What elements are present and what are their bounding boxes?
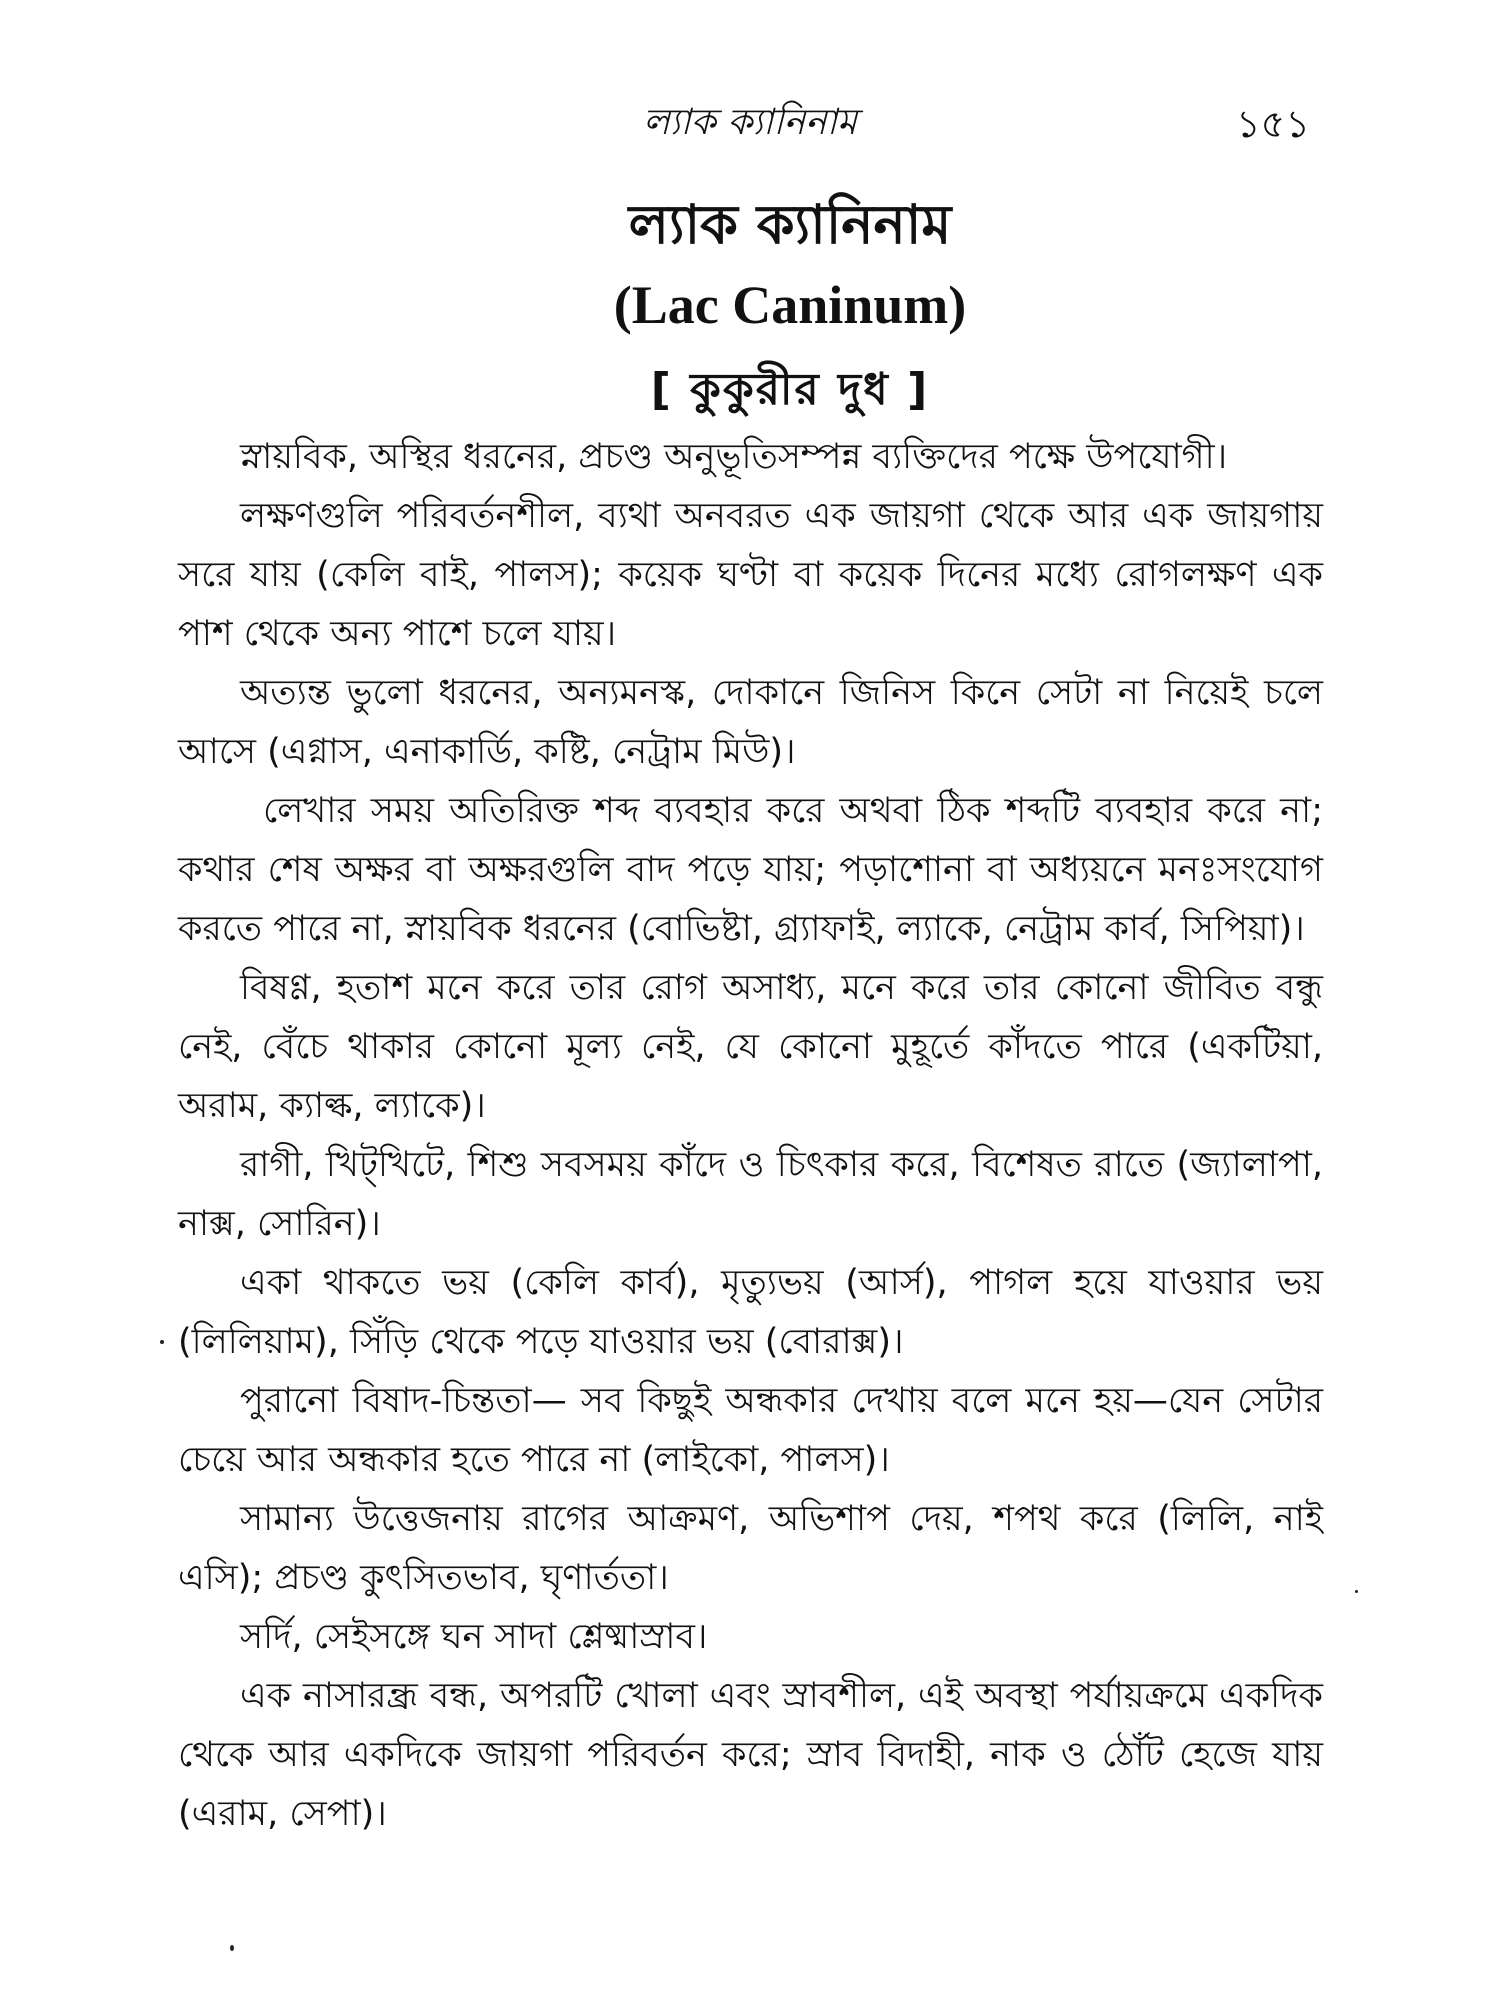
paragraph: একা থাকতে ভয় (কেলি কার্ব), মৃত্যুভয় (আর্স), পাগল হয়ে যাওয়ার ভয় (লিলিয়াম), সিঁড়ি থেকে পড়ে যাওয়ার ভয় (বোরাক্স)।: [178, 1263, 1323, 1362]
paragraph: পুরানো বিষাদ-চিন্ততা— সব কিছুই অন্ধকার দেখায় বলে মনে হয়—যেন সেটার চেয়ে আর অন্ধকার হতে পারে না (লাইকো, পালস)।: [178, 1381, 1323, 1480]
body-text: [178, 428, 1323, 1844]
scan-speck: [160, 1340, 164, 1344]
paragraph: লক্ষণগুলি পরিবর্তনশীল, ব্যথা অনবরত এক জায়গা থেকে আর এক জায়গায় সরে যায় (কেলি বাই, পালস); কয়েক ঘণ্টা বা কয়েক দিনের মধ্যে রোগলক্ষণ এক পাশ থেকে অন্য পাশে চলে যায়।: [178, 496, 1323, 654]
page-number: ১৫১: [1236, 102, 1310, 146]
remedy-title-latin: (Lac Caninum): [613, 275, 967, 335]
paragraph: এক নাসারন্ধ্র বন্ধ, অপরটি খোলা এবং স্রাবশীল, এই অবস্থা পর্যায়ক্রমে একদিক থেকে আর একদিকে জায়গা পরিবর্তন করে; স্রাব বিদাহী, নাক ও ঠোঁট হেজে যায় (এরাম, সেপা)।: [178, 1676, 1323, 1834]
paragraph: বিষণ্ণ, হতাশ মনে করে তার রোগ অসাধ্য, মনে করে তার কোনো জীবিত বন্ধু নেই, বেঁচে থাকার কোনো মূল্য নেই, যে কোনো মুহূর্তে কাঁদতে পারে (একটিয়া, অরাম, ক্যাল্ক, ল্যাকে)।: [178, 968, 1323, 1126]
remedy-title-bengali: ল্যাক ক্যানিনাম: [628, 193, 952, 256]
paragraph: লেখার সময় অতিরিক্ত শব্দ ব্যবহার করে অথবা ঠিক শব্দটি ব্যবহার করে না; কথার শেষ অক্ষর বা অক্ষরগুলি বাদ পড়ে যায়; পড়াশোনা বা অধ্যয়নে মনঃসংযোগ করতে পারে না, স্নায়বিক ধরনের (বোভিষ্টা, গ্র্যাফাই, ল্যাকে, নেট্রাম কার্ব, সিপিয়া)।: [178, 791, 1323, 949]
running-header: [0, 95, 1500, 155]
running-title: ল্যাক ক্যানিনাম: [642, 102, 858, 143]
paragraph: সর্দি, সেইসঙ্গে ঘন সাদা শ্লেষ্মাস্রাব।: [240, 1617, 708, 1657]
paragraph: অত্যন্ত ভুলো ধরনের, অন্যমনস্ক, দোকানে জিনিস কিনে সেটা না নিয়েই চলে আসে (এগ্নাস, এনাকার্ডি, কষ্টি, নেট্রাম মিউ)।: [178, 673, 1323, 772]
scan-speck: [1355, 1590, 1358, 1593]
paragraph: স্নায়বিক, অস্থির ধরনের, প্রচণ্ড অনুভূতিসম্পন্ন ব্যক্তিদের পক্ষে উপযোগী।: [240, 437, 1228, 477]
remedy-subtitle: [ কুকুরীর দুধ ]: [650, 364, 930, 415]
title-block: [0, 185, 1500, 435]
paragraph: সামান্য উত্তেজনায় রাগের আক্রমণ, অভিশাপ দেয়, শপথ করে (লিলি, নাই এসি); প্রচণ্ড কুৎসিতভাব, ঘৃণার্ততা।: [178, 1499, 1323, 1598]
paragraph: রাগী, খিট্‌খিটে, শিশু সবসময় কাঁদে ও চিৎকার করে, বিশেষত রাতে (জ্যালাপা, নাক্স, সোরিন)।: [178, 1145, 1323, 1244]
scan-speck: [230, 1945, 234, 1951]
